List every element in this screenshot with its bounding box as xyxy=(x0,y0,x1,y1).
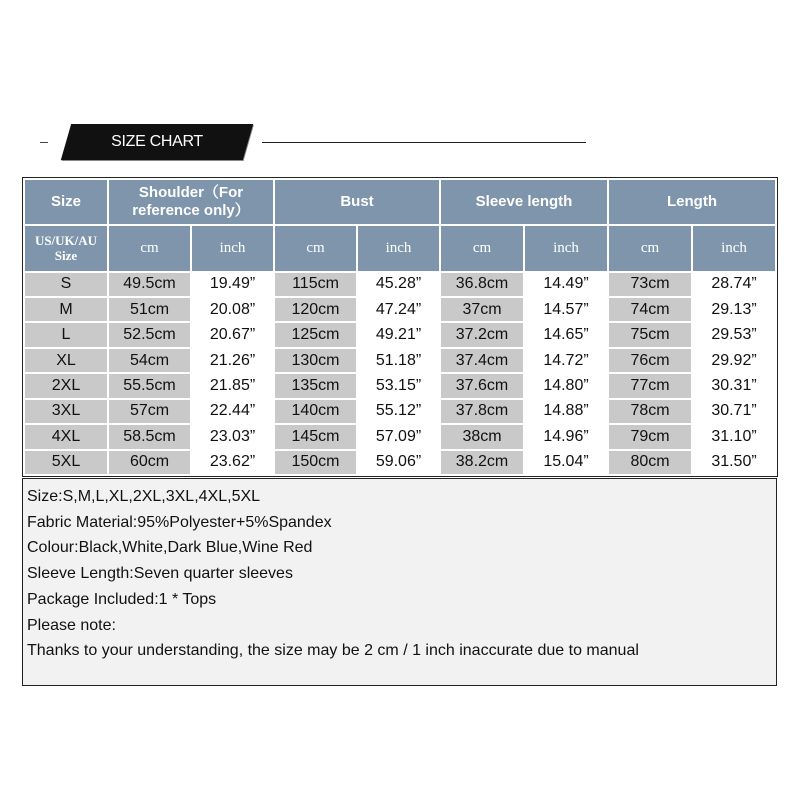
product-info-panel xyxy=(22,478,777,686)
table-row xyxy=(25,451,775,475)
header-length: Length xyxy=(609,180,775,224)
size-cell: XL xyxy=(25,349,107,372)
measure-cell: 115cm xyxy=(275,273,356,296)
measure-cell: 28.74” xyxy=(693,273,775,296)
measure-cell: 80cm xyxy=(609,451,691,475)
measure-cell: 45.28” xyxy=(358,273,439,296)
measure-cell: 59.06” xyxy=(358,451,439,475)
measure-cell: 14.65” xyxy=(525,323,607,346)
header-shoulder: Shoulder（For reference only） xyxy=(109,180,273,224)
measure-cell: 23.62” xyxy=(192,451,273,475)
header-row xyxy=(25,180,775,224)
measure-cell: 38.2cm xyxy=(441,451,523,475)
measure-cell: 37.6cm xyxy=(441,374,523,397)
measure-cell: 57.09” xyxy=(358,425,439,448)
size-region-bottom: Size xyxy=(54,248,78,264)
size-region-label xyxy=(25,226,107,271)
measure-cell: 49.21” xyxy=(358,323,439,346)
measure-cell: 77cm xyxy=(609,374,691,397)
banner-dash-left xyxy=(40,142,48,143)
measure-cell: 14.72” xyxy=(525,349,607,372)
measure-cell: 74cm xyxy=(609,298,691,321)
measure-cell: 14.57” xyxy=(525,298,607,321)
info-line: Colour:Black,White,Dark Blue,Wine Red xyxy=(27,539,313,557)
size-cell: L xyxy=(25,323,107,346)
measure-cell: 150cm xyxy=(275,451,356,475)
size-region-top: US/UK/AU xyxy=(34,233,98,249)
table-row xyxy=(25,425,775,448)
measure-cell: 135cm xyxy=(275,374,356,397)
size-chart-table xyxy=(22,177,778,477)
measure-cell: 29.92” xyxy=(693,349,775,372)
unit-cell: inch xyxy=(693,226,775,271)
measure-cell: 36.8cm xyxy=(441,273,523,296)
info-line: Size:S,M,L,XL,2XL,3XL,4XL,5XL xyxy=(27,488,261,505)
table-row xyxy=(25,374,775,397)
measure-cell: 37.8cm xyxy=(441,400,523,423)
measure-cell: 22.44” xyxy=(192,400,273,423)
size-cell: S xyxy=(25,273,107,296)
measure-cell: 140cm xyxy=(275,400,356,423)
measure-cell: 37.2cm xyxy=(441,323,523,346)
measure-cell: 75cm xyxy=(609,323,691,346)
measure-cell: 76cm xyxy=(609,349,691,372)
measure-cell: 20.08” xyxy=(192,298,273,321)
measure-cell: 23.03” xyxy=(192,425,273,448)
measure-cell: 58.5cm xyxy=(109,425,190,448)
measure-cell: 52.5cm xyxy=(109,323,190,346)
measure-cell: 21.85” xyxy=(192,374,273,397)
measure-cell: 125cm xyxy=(275,323,356,346)
unit-cell: inch xyxy=(525,226,607,271)
info-line: Package Included:1 * Tops xyxy=(27,590,217,608)
size-chart-banner xyxy=(34,123,594,161)
measure-cell: 37cm xyxy=(441,298,523,321)
header-size: Size xyxy=(25,180,107,224)
size-cell: M xyxy=(25,298,107,321)
measure-cell: 14.96” xyxy=(525,425,607,448)
size-rows xyxy=(25,273,775,474)
measure-cell: 20.67” xyxy=(192,323,273,346)
measure-cell: 47.24” xyxy=(358,298,439,321)
measure-cell: 145cm xyxy=(275,425,356,448)
measure-cell: 54cm xyxy=(109,349,190,372)
measure-cell: 57cm xyxy=(109,400,190,423)
table-row xyxy=(25,273,775,296)
table-row xyxy=(25,349,775,372)
header-sleeve-length: Sleeve length xyxy=(441,180,607,224)
size-cell: 2XL xyxy=(25,374,107,397)
measure-cell: 19.49” xyxy=(192,273,273,296)
measure-cell: 55.5cm xyxy=(109,374,190,397)
unit-cell: inch xyxy=(358,226,439,271)
measure-cell: 29.13” xyxy=(693,298,775,321)
info-line: Fabric Material:95%Polyester+5%Spandex xyxy=(27,513,332,531)
measure-cell: 51cm xyxy=(109,298,190,321)
unit-cell: cm xyxy=(275,226,356,271)
measure-cell: 55.12” xyxy=(358,400,439,423)
info-line: Sleeve Length:Seven quarter sleeves xyxy=(27,565,293,583)
banner-rule xyxy=(262,142,586,143)
measure-cell: 30.71” xyxy=(693,400,775,423)
measure-cell: 21.26” xyxy=(192,349,273,372)
measure-cell: 51.18” xyxy=(358,349,439,372)
measure-cell: 120cm xyxy=(275,298,356,321)
header-bust: Bust xyxy=(275,180,439,224)
unit-cell: cm xyxy=(441,226,523,271)
measure-cell: 15.04” xyxy=(525,451,607,475)
measure-cell: 53.15” xyxy=(358,374,439,397)
size-cell: 5XL xyxy=(25,451,107,475)
banner-title: SIZE CHART xyxy=(111,133,203,150)
measure-cell: 31.10” xyxy=(693,425,775,448)
unit-cell: cm xyxy=(609,226,691,271)
table-row xyxy=(25,400,775,423)
measure-cell: 14.88” xyxy=(525,400,607,423)
measure-cell: 78cm xyxy=(609,400,691,423)
measure-cell: 14.80” xyxy=(525,374,607,397)
size-cell: 3XL xyxy=(25,400,107,423)
size-cell: 4XL xyxy=(25,425,107,448)
measure-cell: 29.53” xyxy=(693,323,775,346)
measure-cell: 30.31” xyxy=(693,374,775,397)
unit-cell: cm xyxy=(109,226,190,271)
measure-cell: 79cm xyxy=(609,425,691,448)
measure-cell: 38cm xyxy=(441,425,523,448)
measure-cell: 37.4cm xyxy=(441,349,523,372)
unit-cell: inch xyxy=(192,226,273,271)
measure-cell: 49.5cm xyxy=(109,273,190,296)
table-row xyxy=(25,298,775,321)
measure-cell: 60cm xyxy=(109,451,190,475)
unit-row xyxy=(25,226,775,271)
table-row xyxy=(25,323,775,346)
info-line: Please note: xyxy=(27,616,116,634)
info-line: Thanks to your understanding, the size may be 2 cm / 1 inch inaccurate due to manual xyxy=(27,642,639,660)
measure-cell: 130cm xyxy=(275,349,356,372)
measure-cell: 14.49” xyxy=(525,273,607,296)
measure-cell: 31.50” xyxy=(693,451,775,475)
measure-cell: 73cm xyxy=(609,273,691,296)
